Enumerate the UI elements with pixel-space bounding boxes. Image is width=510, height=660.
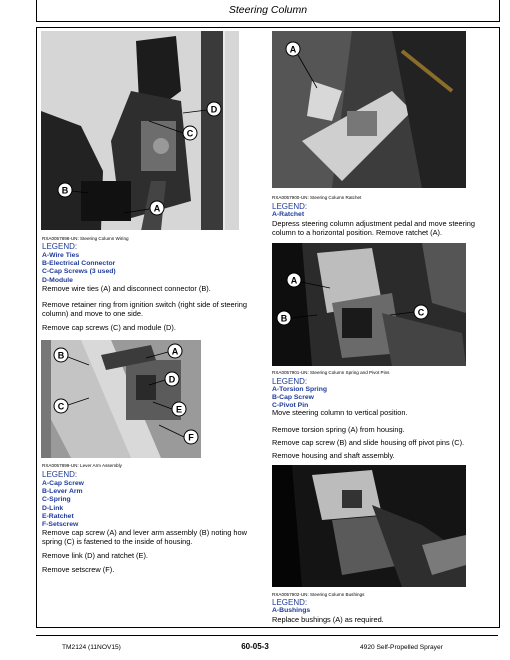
legend-item: D-Module: [42, 276, 73, 284]
callouts-fig1: [41, 31, 239, 230]
step-text: Depress steering column adjustment pedal and move steering column to a horizontal position. Remove ratchet (A).: [272, 219, 475, 238]
step-text: Remove wire ties (A) and disconnect connector (B).: [42, 284, 211, 293]
svg-text:A: A: [290, 275, 298, 286]
svg-text:A: A: [153, 203, 161, 214]
figure-caption-2: RXA0057899-UN: Lever Arm Assembly: [42, 463, 122, 468]
legend-item: B-Cap Screw: [272, 394, 314, 402]
callouts-fig2: [41, 340, 201, 458]
callout-c: [149, 121, 197, 140]
step-text: Remove setscrew (F).: [42, 565, 115, 574]
callouts-fig4: [272, 243, 466, 366]
legend-item: C-Spring: [42, 496, 71, 504]
legend-item: A-Ratchet: [272, 211, 305, 218]
legend-list-5: [272, 607, 310, 615]
footer-manual-id: TM2124 (11NOV15): [62, 644, 121, 651]
legend-title-4: LEGEND:: [272, 377, 308, 386]
callout-d: [149, 372, 179, 386]
svg-text:E: E: [175, 404, 183, 415]
legend-title-1: LEGEND:: [42, 242, 78, 251]
callout-c: [54, 398, 89, 413]
callout-a: [286, 42, 317, 88]
step-text: Remove torsion spring (A) from housing.: [272, 425, 405, 434]
legend-item: A-Wire Ties: [42, 252, 80, 259]
legend-list-3: [272, 211, 304, 219]
svg-text:D: D: [210, 104, 218, 115]
footer-product-name: 4920 Self-Propelled Sprayer: [360, 644, 443, 651]
callout-c: [390, 305, 428, 319]
step-text: Move steering column to vertical position.: [272, 408, 408, 417]
section-title: Steering Column: [228, 4, 308, 16]
svg-text:B: B: [61, 185, 69, 196]
svg-text:A: A: [171, 346, 179, 357]
svg-text:C: C: [417, 307, 425, 318]
header-frame: [36, 0, 500, 22]
step-text: Remove retainer ring from ignition switch (right side of steering column) and move to one side.: [42, 300, 247, 319]
step-text: Remove cap screws (C) and module (D).: [42, 323, 176, 332]
figure-caption-3: RXA0057900-UN: Steering Column Ratchet: [272, 195, 362, 200]
step-text: Remove cap screw (A) and lever arm assembly (B) noting how spring (C) is fastened to the inside of housing.: [42, 528, 247, 547]
legend-item: C-Cap Screws (3 used): [42, 268, 116, 276]
svg-text:F: F: [188, 432, 194, 443]
legend-list-1: [42, 252, 116, 285]
callout-b: [277, 311, 317, 325]
svg-text:D: D: [168, 374, 176, 385]
callout-d: [183, 102, 221, 116]
callout-b: [58, 183, 88, 197]
callout-b: [54, 348, 89, 365]
svg-text:C: C: [186, 128, 194, 139]
step-text: Remove housing and shaft assembly.: [272, 451, 395, 460]
callout-a: [287, 273, 330, 288]
footer-rule: [36, 635, 498, 636]
callout-f: [159, 425, 198, 444]
svg-text:C: C: [57, 401, 65, 412]
legend-item: C-Pivot Pin: [272, 402, 309, 410]
step-text: Replace bushings (A) as required.: [272, 615, 384, 624]
legend-list-4: [272, 386, 327, 411]
legend-item: B-Electrical Connector: [42, 260, 116, 268]
figure-caption-4: RXA0057901-UN: Steering Column Spring and Pivot Pins: [272, 370, 390, 375]
step-text: Remove cap screw (B) and slide housing off pivot pins (C).: [272, 438, 465, 447]
callouts-fig3: [272, 31, 466, 188]
legend-list-2: [42, 480, 84, 529]
footer-page-number: 60-05-3: [241, 642, 269, 651]
callout-a: [124, 201, 164, 215]
legend-item: D-Link: [42, 504, 64, 512]
figure-caption-5: RXA0057902-UN: Steering Column Bushings: [272, 592, 365, 597]
legend-title-5: LEGEND:: [272, 598, 308, 607]
svg-text:B: B: [57, 350, 65, 361]
legend-title-2: LEGEND:: [42, 470, 78, 479]
legend-item: B-Lever Arm: [42, 488, 83, 496]
callout-a: [146, 344, 182, 358]
legend-item: F-Setscrew: [42, 521, 79, 529]
svg-text:A: A: [289, 44, 297, 55]
legend-item: A-Bushings: [272, 607, 311, 614]
legend-title-3: LEGEND:: [272, 202, 308, 211]
legend-item: A-Cap Screw: [42, 480, 84, 487]
figure-caption-1: RXA0057898-UN: Steering Column Wiring: [42, 236, 129, 241]
callout-e: [153, 402, 186, 416]
photo-steering-column-bushings: [272, 465, 466, 587]
svg-text:B: B: [280, 313, 288, 324]
step-text: Remove link (D) and ratchet (E).: [42, 551, 148, 560]
legend-item: A-Torsion Spring: [272, 386, 327, 393]
legend-item: E-Ratchet: [42, 512, 74, 520]
